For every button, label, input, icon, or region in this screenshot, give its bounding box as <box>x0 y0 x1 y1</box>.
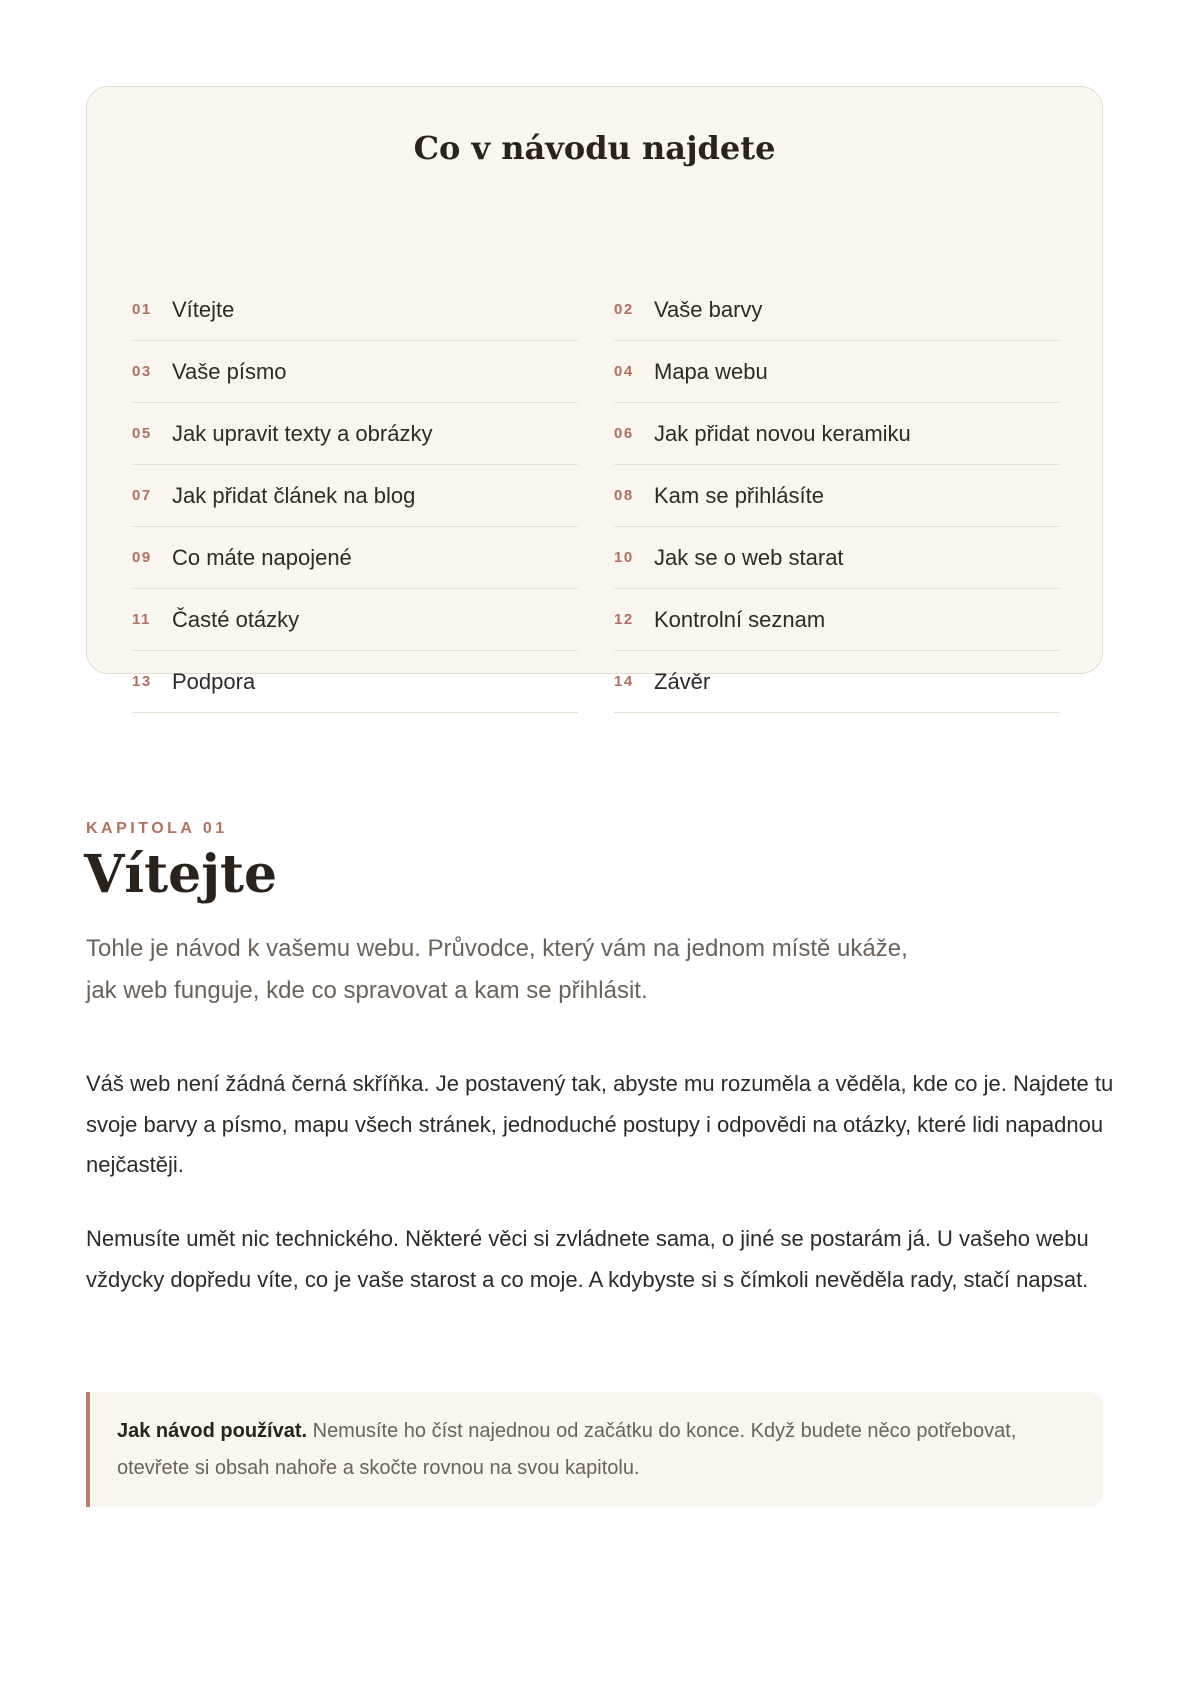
toc-item-number: 07 <box>132 487 152 504</box>
toc-item-label: Jak upravit texty a obrázky <box>172 420 433 446</box>
toc-item-number: 03 <box>132 363 152 380</box>
toc-item-label: Vítejte <box>172 296 235 322</box>
toc-item-number: 11 <box>132 611 151 628</box>
toc-item-label: Jak se o web starat <box>654 544 844 570</box>
toc-item-06[interactable] <box>614 403 1060 465</box>
chapter-title: Vítejte <box>84 844 278 905</box>
chapter-eyebrow: KAPITOLA 01 <box>86 820 228 837</box>
toc-item-05[interactable] <box>132 403 578 465</box>
toc-item-number: 06 <box>614 425 634 442</box>
toc-item-label: Mapa webu <box>654 358 768 384</box>
tip-callout <box>86 1392 1103 1507</box>
chapter-lead: Tohle je návod k vašemu webu. Průvodce, který vám na jednom místě ukáže, jak web funguje, kde co spravovat a kam se přihlásit. <box>86 935 908 1004</box>
toc-item-number: 05 <box>132 425 152 442</box>
toc-item-09[interactable] <box>132 527 578 589</box>
toc-item-01[interactable] <box>132 279 578 341</box>
toc-item-label: Jak přidat novou keramiku <box>654 420 911 446</box>
toc-item-number: 01 <box>132 301 152 318</box>
toc-card <box>86 86 1103 694</box>
toc-item-label: Vaše písmo <box>172 358 287 384</box>
toc-item-04[interactable] <box>614 341 1060 403</box>
toc-list <box>132 279 1058 713</box>
toc-title: Co v návodu najdete <box>413 129 776 167</box>
toc-item-number: 10 <box>614 549 634 566</box>
toc-item-number: 12 <box>614 611 634 628</box>
toc-item-02[interactable] <box>614 279 1060 341</box>
toc-item-label: Jak přidat článek na blog <box>172 482 416 508</box>
toc-item-number: 13 <box>132 673 152 690</box>
toc-item-10[interactable] <box>614 527 1060 589</box>
toc-item-14[interactable] <box>614 651 1060 713</box>
toc-item-number: 08 <box>614 487 634 504</box>
toc-item-11[interactable] <box>132 589 578 651</box>
tip-callout-text: Nemusíte ho číst najednou od začátku do konce. Když budete něco potřebovat, otevřete si obsah nahoře a skočte rovnou na svou kapitolu. <box>117 1420 1017 1479</box>
body-paragraph: Váš web není žádná černá skříňka. Je postavený tak, abyste mu rozuměla a věděla, kde co je. Najdete tu svoje barvy a písmo, mapu všech stránek, jednoduché postupy i odpovědi na otázky, které lidi napadnou nejčastěji. <box>86 1071 1114 1177</box>
toc-item-label: Co máte napojené <box>172 544 352 570</box>
toc-item-number: 04 <box>614 363 634 380</box>
body-paragraph: Nemusíte umět nic technického. Některé věci si zvládnete sama, o jiné se postarám já. U vašeho webu vždycky dopředu víte, co je vaše starost a co moje. A kdybyste si s čímkoli nevěděla rady, stačí napsat. <box>86 1226 1089 1292</box>
toc-item-number: 09 <box>132 549 152 566</box>
toc-item-label: Podpora <box>172 668 256 694</box>
toc-item-label: Vaše barvy <box>654 296 763 322</box>
tip-callout-heading: Jak návod používat. <box>117 1420 308 1442</box>
toc-item-number: 14 <box>614 673 634 690</box>
toc-item-label: Kam se přihlásíte <box>654 482 824 508</box>
toc-item-13[interactable] <box>132 651 578 713</box>
toc-item-label: Časté otázky <box>172 606 300 632</box>
toc-item-07[interactable] <box>132 465 578 527</box>
toc-item-08[interactable] <box>614 465 1060 527</box>
toc-item-12[interactable] <box>614 589 1060 651</box>
toc-item-label: Závěr <box>654 668 711 694</box>
toc-item-number: 02 <box>614 301 634 318</box>
toc-item-label: Kontrolní seznam <box>654 606 826 632</box>
toc-item-03[interactable] <box>132 341 578 403</box>
